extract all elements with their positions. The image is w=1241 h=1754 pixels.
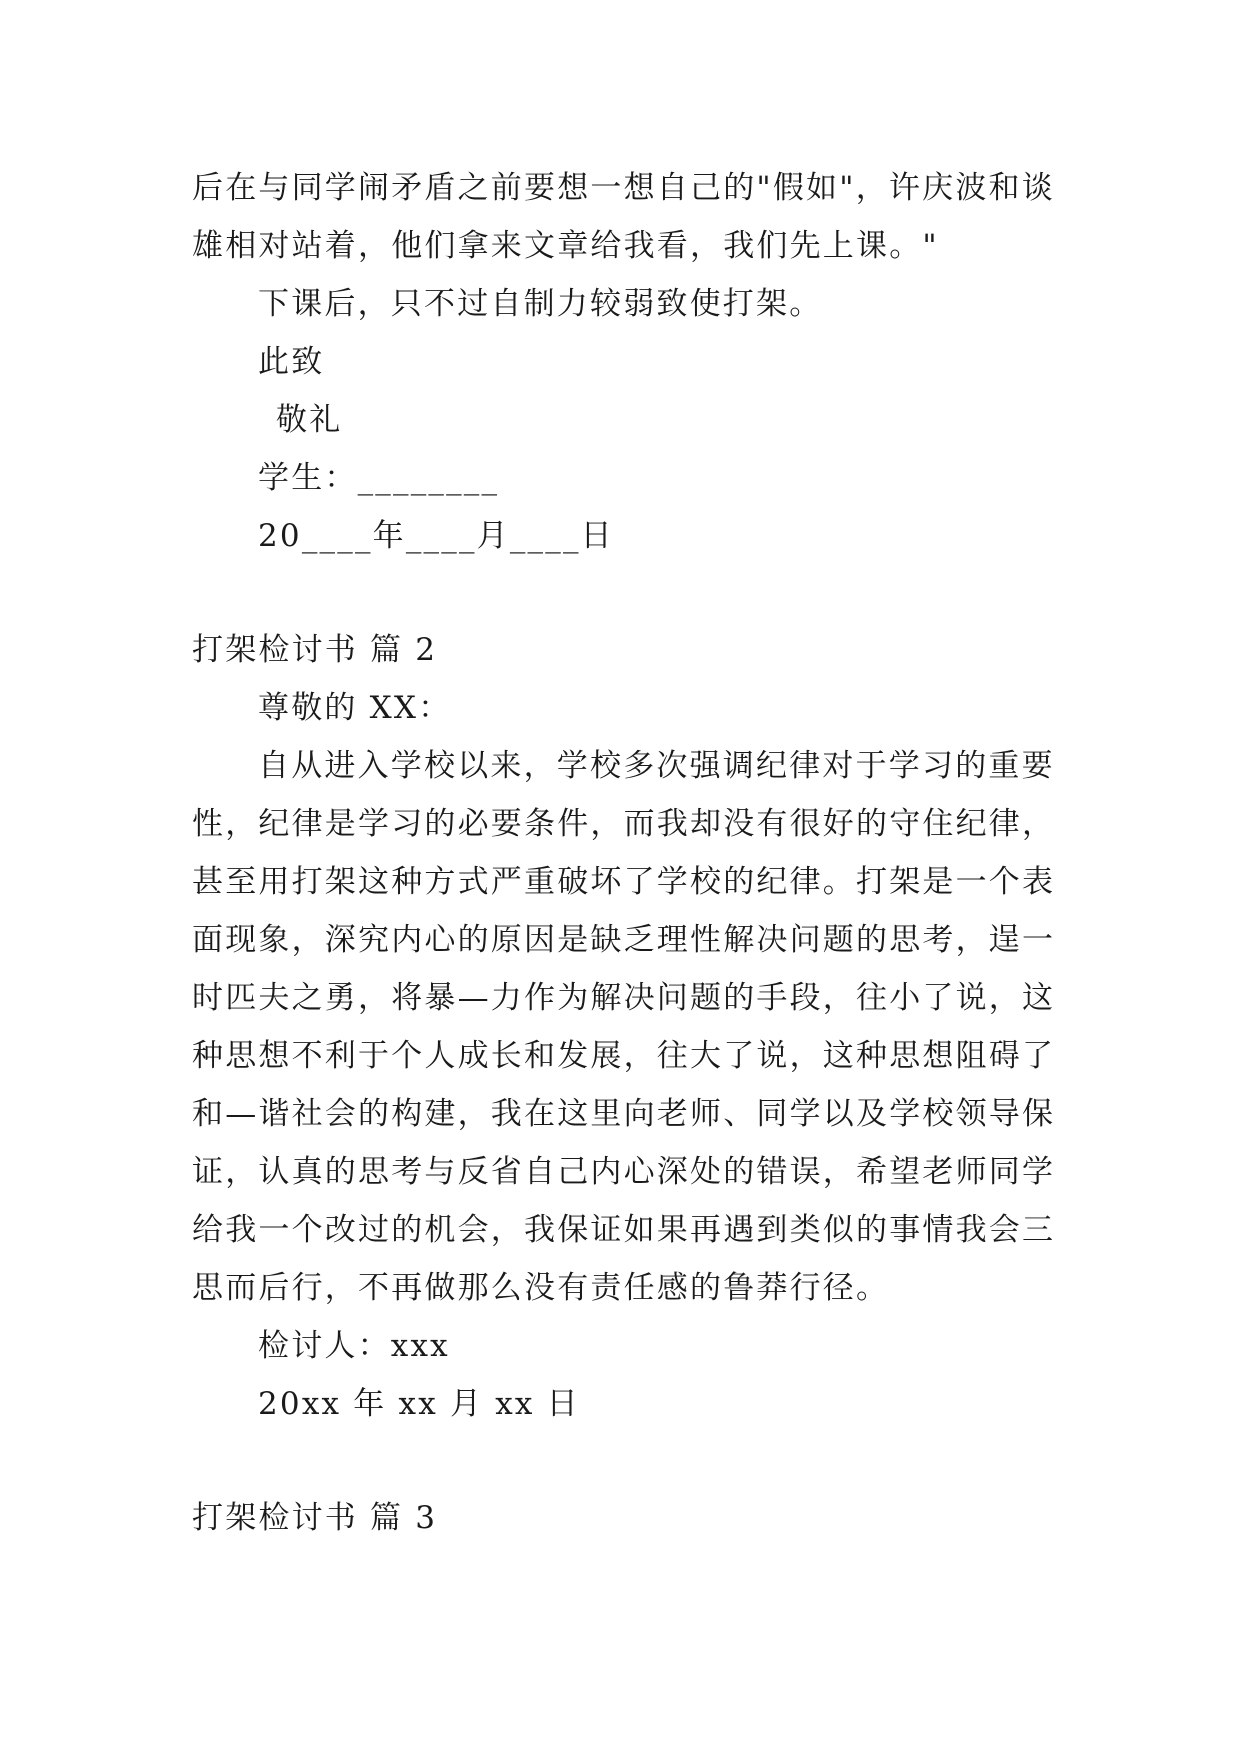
paragraph-line: 证，认真的思考与反省自己内心深处的错误，希望老师同学: [192, 1154, 1056, 1190]
paragraph-line: 给我一个改过的机会，我保证如果再遇到类似的事情我会三: [192, 1212, 1056, 1248]
signature-line: 学生：________: [258, 460, 500, 496]
signature-line: 检讨人：xxx: [258, 1328, 450, 1364]
greeting-line: 尊敬的 XX：: [258, 690, 452, 726]
paragraph-line: 甚至用打架这种方式严重破坏了学校的纪律。打架是一个表: [192, 864, 1056, 900]
paragraph-line: 雄相对站着，他们拿来文章给我看，我们先上课。": [192, 228, 939, 264]
paragraph-line: 时匹夫之勇，将暴—力作为解决问题的手段，往小了说，这: [192, 980, 1056, 1016]
closing-text: 此致: [258, 344, 325, 380]
section-title: 打架检讨书 篇 3: [192, 1500, 438, 1536]
salute-text: 敬礼: [276, 402, 343, 438]
paragraph-line: 和—谐社会的构建，我在这里向老师、同学以及学校领导保: [192, 1096, 1056, 1132]
paragraph-line: 性，纪律是学习的必要条件，而我却没有很好的守住纪律，: [192, 806, 1056, 842]
paragraph-line: 下课后，只不过自制力较弱致使打架。: [258, 286, 823, 322]
paragraph-line: 后在与同学闹矛盾之前要想一想自己的"假如"，许庆波和谈: [192, 170, 1055, 206]
paragraph-line: 思而后行，不再做那么没有责任感的鲁莽行径。: [192, 1270, 890, 1306]
paragraph-line: 种思想不利于个人成长和发展，往大了说，这种思想阻碍了: [192, 1038, 1056, 1074]
section-title: 打架检讨书 篇 2: [192, 632, 438, 668]
date-line: 20xx 年 xx 月 xx 日: [258, 1386, 580, 1422]
date-line: 20____年____月____日: [258, 518, 614, 554]
paragraph-line: 面现象，深究内心的原因是缺乏理性解决问题的思考，逞一: [192, 922, 1056, 958]
paragraph-line: 自从进入学校以来，学校多次强调纪律对于学习的重要: [258, 748, 1055, 784]
